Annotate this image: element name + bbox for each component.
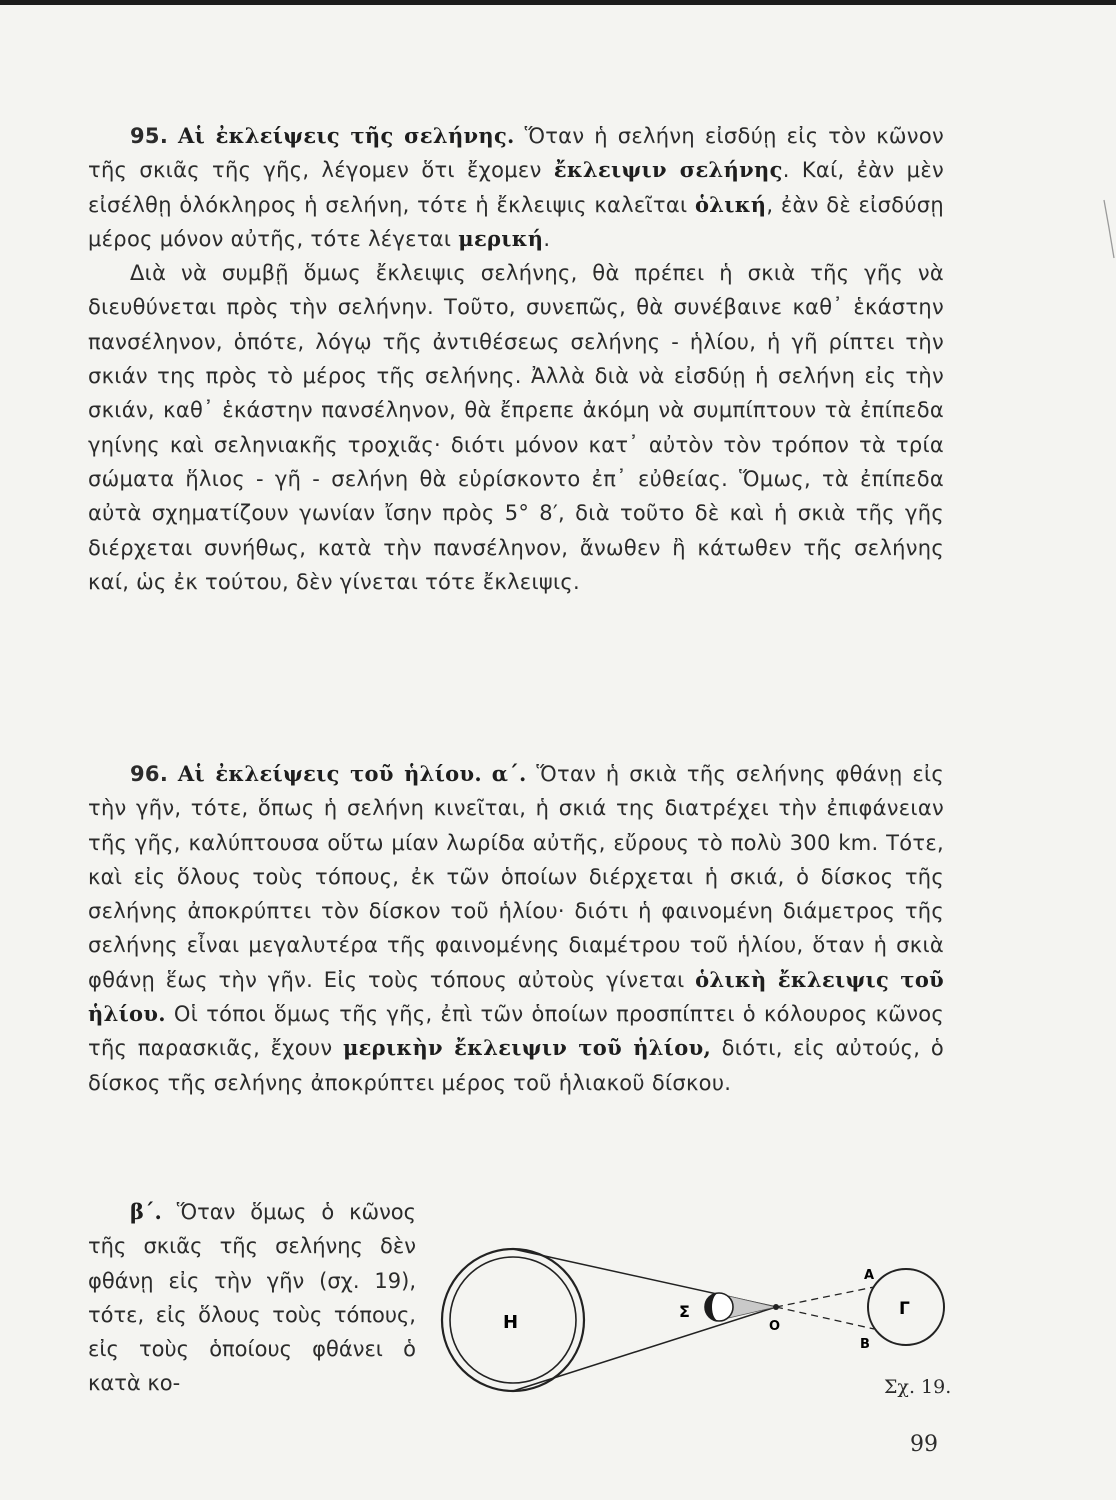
section-96-text-3: διότι, εἰς αὐτούς, ὁ δίσκος τῆς σελήνης ἀποκρύπτει μέρος τοῦ ἡλιακοῦ δίσκου. [88,1036,944,1095]
section-96-text-2: Οἱ τόποι ὅμως τῆς γῆς, ἐπὶ τῶν ὁποίων προσπίπτει ὁ κόλουρος κῶνος τῆς παρασκιᾶς, ἔχουν [88,1002,944,1061]
section-95-paragraph-1 [88,119,944,256]
section-96-beta [88,1195,416,1401]
term-total: ὁλική [694,191,767,217]
earth-label: Γ [899,1299,910,1319]
lower-tangent-line [513,1307,776,1391]
section-96-text-1: Ὅταν ἡ σκιὰ τῆς σελήνης φθάνῃ εἰς τὴν γῆν, τότε, ὅπως ἡ σελήνη κινεῖται, ἡ σκιά της διατρέχει τὴν ἐπιφάνειαν τῆς γῆς, καλύπτουσα οὕτω μίαν λωρίδα αὐτῆς, εὔρους τὸ πολὺ 300 km. Τότε, καὶ εἰς ὅλους τοὺς τόπους, ἐκ τῶν ὁποίων διέρχεται ἡ σκιά, ὁ δίσκος τῆς σελήνης ἀποκρύπτει τὸν δίσκον τοῦ ἡλίου· διότι ἡ φαινομένη διάμετρος τῆς σελήνης εἶναι μεγαλυτέρα τῆς φαινομένης διαμέτρου τοῦ ἡλίου, ὅταν ἡ σκιὰ φθάνῃ ἕως τὴν γῆν. Εἰς τοὺς τόπους αὐτοὺς γίνεται [88,762,945,992]
section-95-text-2: . Καί, ἐὰν μὲν εἰσέλθῃ ὁλόκληρος ἡ σελήνη, τότε ἡ ἔκλειψις καλεῖται [88,158,945,217]
term-partial-solar-eclipse: μερικὴν ἔκλειψιν τοῦ ἡλίου, [342,1035,712,1061]
section-95-heading: Αἱ ἐκλείψεις τῆς σελήνης. [178,123,515,148]
margin-pencil-mark [1103,198,1115,260]
section-96-paragraph [88,757,944,1100]
term-total-solar-eclipse: ὁλικὴ ἔκλειψις τοῦ ἡλίου. [88,966,944,1027]
vertex-label: Ο [769,1319,781,1334]
beta-paragraph [88,1195,416,1401]
section-95 [88,119,944,599]
section-96-heading: Αἱ ἐκλείψεις τοῦ ἡλίου. [177,761,482,786]
figure-caption: Σχ. 19. [884,1376,952,1398]
section-96-number: 96. [130,762,169,786]
section-95-text-3: , ἐὰν δὲ εἰσδύσῃ μέρος μόνον αὐτῆς, τότε λέγεται [88,192,944,251]
page-top-edge [0,0,1116,5]
beta-text: Ὅταν ὅμως ὁ κῶνος τῆς σκιᾶς τῆς σελήνης δὲν φθάνῃ εἰς τὴν γῆν (σχ. 19), τότε, εἰς ὅλους τοὺς τόπους, εἰς τοὺς ὁποίους φθάνει ὁ κατὰ κο- [88,1200,416,1396]
section-95-paragraph-2: Διὰ νὰ συμβῇ ὅμως ἔκλειψις σελήνης, θὰ πρέπει ἡ σκιὰ τῆς γῆς νὰ διευθύνεται πρὸς τὴν σελήνην. Τοῦτο, συνεπῶς, θὰ συνέβαινε καθ᾿ ἑκάστην πανσέληνον, ὁπότε, λόγῳ τῆς ἀντιθέσεως σελήνης - ἡλίου, ἡ γῆ ρίπτει τὴν σκιάν της πρὸς τὸ μέρος τῆς σελήνης. Ἀλλὰ διὰ νὰ εἰσδύῃ ἡ σελήνη εἰς τὴν σκιάν, καθ᾿ ἑκάστην πανσέληνον, θὰ ἔπρεπε ἀκόμη νὰ συμπίπτουν τὰ ἐπίπεδα γηίνης καὶ σεληνιακῆς τροχιᾶς· διότι μόνον κατ᾿ αὐτὸν τὸν τρόπον τὰ τρία σώματα ἥλιος - γῆ - σελήνη θὰ εὑρίσκοντο ἐπ᾿ εὐθείας. Ὅμως, τὰ ἐπίπεδα αὐτὰ σχηματίζουν γωνίαν ἴσην πρὸς 5° 8′, διὰ τοῦτο δὲ καὶ ἡ σκιὰ τῆς γῆς διέρχεται συνήθως, κατὰ τὴν πανσέληνον, ἄνωθεν ἢ κάτωθεν τῆς σελήνης καί, ὡς ἐκ τούτου, δὲν γίνεται τότε ἔκλειψις. [88,261,944,594]
section-96-alpha: α΄. [491,761,527,786]
upper-dashed-line [776,1287,874,1307]
section-96 [88,757,944,1100]
moon-label: Σ [679,1302,690,1321]
point-b-label: Β [860,1337,870,1352]
point-a-label: Α [864,1268,875,1283]
term-partial: μερική [458,225,544,251]
page-number: 99 [910,1432,938,1457]
section-95-text-1: Ὅταν ἡ σελήνη εἰσδύῃ εἰς τὸν κῶνον τῆς σκιᾶς τῆς γῆς, λέγομεν ὅτι ἔχομεν [88,124,945,183]
section-95-text-4: . [543,226,551,251]
figure-19-diagram [436,1230,956,1410]
sun-label: Η [503,1312,519,1333]
lower-dashed-line [776,1307,874,1329]
term-lunar-eclipse: ἔκλειψιν σελήνης [553,157,783,183]
section-95-number: 95. [130,124,169,148]
beta-label: β΄. [130,1199,162,1224]
